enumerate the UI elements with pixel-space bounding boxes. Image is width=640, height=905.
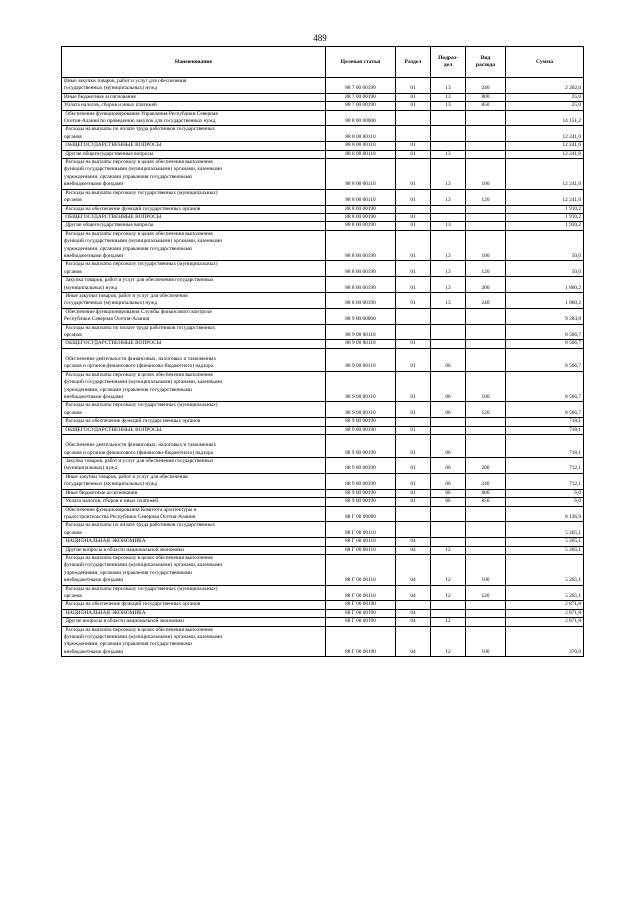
header-subsection: Подраз- дел (431, 47, 466, 78)
cell-expense-type: 120 (466, 261, 506, 277)
cell-code: 88 8 00 00110 (326, 126, 396, 142)
cell-expense-type (466, 126, 506, 142)
cell-sum: 5 265,1 (506, 522, 584, 538)
cell-expense-type (466, 348, 506, 371)
cell-sum: 14 151,2 (506, 110, 584, 126)
cell-subsection: 13 (431, 292, 466, 308)
cell-subsection: 12 (431, 618, 466, 626)
cell-expense-type: 240 (466, 473, 506, 489)
cell-section: 04 (396, 618, 431, 626)
cell-sum: 2 871,8 (506, 601, 584, 609)
cell-code: 88 7 00 00190 (326, 102, 396, 110)
cell-sum: 9 284,8 (506, 308, 584, 324)
cell-code: 88 8 00 00190 (326, 230, 396, 261)
cell-expense-type (466, 142, 506, 150)
header-code: Целевая статья (326, 47, 396, 78)
cell-name: Расходы на выплаты по оплате труда работников государственных органов (62, 324, 326, 340)
table-row (62, 601, 584, 609)
cell-sum: 25,0 (506, 93, 584, 101)
cell-subsection (431, 426, 466, 434)
table-row (62, 340, 584, 348)
cell-sum: 712,1 (506, 458, 584, 474)
cell-sum: 5 265,1 (506, 585, 584, 601)
table-row (62, 205, 584, 213)
cell-expense-type: 800 (466, 489, 506, 497)
cell-expense-type (466, 506, 506, 522)
cell-sum: 8 566,7 (506, 402, 584, 418)
cell-section: 01 (396, 402, 431, 418)
cell-sum: 5 265,1 (506, 554, 584, 585)
cell-section: 01 (396, 371, 431, 402)
cell-name: ОБЩЕГОСУДАРСТВЕННЫЕ ВОПРОСЫ (62, 213, 326, 221)
cell-subsection (431, 110, 466, 126)
cell-sum: 1 910,2 (506, 213, 584, 221)
cell-subsection: 13 (431, 102, 466, 110)
cell-name: Расходы на выплаты по оплате труда работников государственных органов (62, 126, 326, 142)
cell-subsection (431, 324, 466, 340)
cell-name: Расходы на выплаты персоналу государственных (муниципальных) органов (62, 261, 326, 277)
cell-name: ОБЩЕГОСУДАРСТВЕННЫЕ ВОПРОСЫ (62, 142, 326, 150)
cell-name: Обеспечение деятельности финансовых, налоговых и таможенных органов и органов финансового (финансово-бюджетного) надзора (62, 348, 326, 371)
cell-sum: 12 241,0 (506, 189, 584, 205)
cell-section: 01 (396, 498, 431, 506)
cell-subsection (431, 126, 466, 142)
cell-name: Расходы на выплаты по оплате труда работников государственных органов (62, 522, 326, 538)
cell-name: Расходы на обеспечение функций государственных органов (62, 601, 326, 609)
cell-sum: 1 860,2 (506, 292, 584, 308)
cell-subsection: 12 (431, 554, 466, 585)
cell-section: 01 (396, 261, 431, 277)
cell-subsection: 06 (431, 435, 466, 458)
cell-subsection: 06 (431, 371, 466, 402)
cell-sum: 6,0 (506, 489, 584, 497)
cell-section: 04 (396, 538, 431, 546)
cell-code: 88 Г 00 00190 (326, 618, 396, 626)
cell-sum: 2 202,0 (506, 78, 584, 94)
cell-sum: 5 265,1 (506, 538, 584, 546)
cell-code: 88 7 00 00190 (326, 93, 396, 101)
header-sum: Сумма (506, 47, 584, 78)
cell-section: 01 (396, 102, 431, 110)
cell-section: 01 (396, 435, 431, 458)
cell-name: Расходы на выплаты персоналу в целях обеспечения выполнения функций государственными (муниципальными) органами, казенными учреждениями, органами управления государственными внебюджетными фондами (62, 626, 326, 657)
cell-code: 88 9 00 00190 (326, 426, 396, 434)
table-row (62, 261, 584, 277)
table-row (62, 102, 584, 110)
cell-sum: 50,0 (506, 230, 584, 261)
cell-subsection (431, 601, 466, 609)
cell-code: 88 8 00 00190 (326, 205, 396, 213)
cell-expense-type (466, 538, 506, 546)
cell-subsection (431, 308, 466, 324)
header-expense-type: Вид расхода (466, 47, 506, 78)
cell-code: 88 9 00 00110 (326, 340, 396, 348)
cell-name: Расходы на выплаты персоналу в целях обеспечения выполнения функций государственными (муниципальными) органами, казенными учреждениями, органами управления государственными внебюджетными фондами (62, 554, 326, 585)
cell-code: 88 Г 00 00110 (326, 522, 396, 538)
table-row (62, 498, 584, 506)
cell-section (396, 418, 431, 426)
cell-subsection (431, 340, 466, 348)
cell-subsection (431, 522, 466, 538)
cell-sum: 8 136,9 (506, 506, 584, 522)
cell-subsection: 12 (431, 626, 466, 657)
table-row (62, 277, 584, 293)
table-row (62, 618, 584, 626)
cell-code: 88 9 00 00110 (326, 348, 396, 371)
cell-name: Иные закупки товаров, работ и услуг для обеспечения государственных (муниципальных) нужд (62, 473, 326, 489)
cell-name: Расходы на выплаты персоналу в целях обеспечения выполнения функций государственными (муниципальными) органами, казенными учреждениями, органами управления государственными внебюджетными фондами (62, 159, 326, 190)
cell-code: 88 9 00 00110 (326, 324, 396, 340)
cell-code: 88 8 00 00190 (326, 213, 396, 221)
cell-sum: 2 871,8 (506, 609, 584, 617)
cell-name: Обеспечение функционирования Службы финансового контроля Республики Северная Осетия-Алания (62, 308, 326, 324)
cell-expense-type (466, 618, 506, 626)
cell-name: Иные закупки товаров, работ и услуг для обеспечения государственных (муниципальных) нужд (62, 78, 326, 94)
cell-expense-type (466, 546, 506, 554)
cell-expense-type (466, 426, 506, 434)
cell-section (396, 522, 431, 538)
cell-code: 88 Г 00 00000 (326, 506, 396, 522)
cell-subsection: 13 (431, 93, 466, 101)
cell-expense-type: 100 (466, 371, 506, 402)
cell-code: 88 8 00 00190 (326, 292, 396, 308)
cell-subsection (431, 609, 466, 617)
cell-expense-type: 240 (466, 78, 506, 94)
table-row (62, 473, 584, 489)
table-row (62, 489, 584, 497)
cell-name: Другие вопросы в области национальной экономики (62, 618, 326, 626)
cell-expense-type (466, 601, 506, 609)
cell-subsection: 13 (431, 78, 466, 94)
table-row (62, 506, 584, 522)
table-row (62, 522, 584, 538)
table-row (62, 324, 584, 340)
table-row (62, 230, 584, 261)
cell-section: 01 (396, 230, 431, 261)
cell-subsection: 13 (431, 261, 466, 277)
cell-name: НАЦИОНАЛЬНАЯ ЭКОНОМИКА (62, 538, 326, 546)
cell-subsection (431, 506, 466, 522)
cell-name: Другие общегосударственные вопросы (62, 222, 326, 230)
cell-section (396, 601, 431, 609)
cell-name: Обеспечение функционирования Управления Республики Северная Осетия-Алания по проведению закупок для государственных нужд (62, 110, 326, 126)
cell-sum: 1 860,2 (506, 277, 584, 293)
table-header-row (62, 47, 584, 78)
cell-code: 88 9 00 00190 (326, 458, 396, 474)
cell-code: 88 9 00 00190 (326, 498, 396, 506)
cell-expense-type (466, 110, 506, 126)
cell-sum: 718,1 (506, 435, 584, 458)
table-row (62, 222, 584, 230)
cell-section: 01 (396, 348, 431, 371)
cell-expense-type (466, 150, 506, 158)
cell-section: 04 (396, 626, 431, 657)
cell-code: 88 8 00 00110 (326, 159, 396, 190)
table-row (62, 554, 584, 585)
cell-section: 04 (396, 554, 431, 585)
cell-section (396, 324, 431, 340)
cell-sum: 12 241,0 (506, 142, 584, 150)
table-row (62, 348, 584, 371)
cell-section (396, 110, 431, 126)
cell-subsection: 13 (431, 222, 466, 230)
cell-expense-type (466, 324, 506, 340)
table-row (62, 418, 584, 426)
cell-expense-type (466, 340, 506, 348)
cell-section (396, 126, 431, 142)
cell-sum: 1 910,2 (506, 205, 584, 213)
cell-section: 01 (396, 292, 431, 308)
cell-code: 88 Г 00 00190 (326, 626, 396, 657)
table-row (62, 213, 584, 221)
cell-subsection: 13 (431, 150, 466, 158)
cell-code: 88 8 00 00110 (326, 189, 396, 205)
cell-section: 01 (396, 222, 431, 230)
table-row (62, 458, 584, 474)
cell-section: 01 (396, 213, 431, 221)
cell-code: 88 8 00 00190 (326, 222, 396, 230)
cell-sum: 718,1 (506, 426, 584, 434)
cell-name: ОБЩЕГОСУДАРСТВЕННЫЕ ВОПРОСЫ (62, 426, 326, 434)
cell-code: 88 9 00 00110 (326, 371, 396, 402)
cell-name: Расходы на обеспечение функций государственных органов (62, 205, 326, 213)
cell-sum: 2 871,8 (506, 618, 584, 626)
cell-section: 04 (396, 585, 431, 601)
cell-expense-type: 120 (466, 402, 506, 418)
cell-name: Расходы на выплаты персоналу государственных (муниципальных) органов (62, 402, 326, 418)
cell-code: 88 8 00 00110 (326, 150, 396, 158)
cell-section: 01 (396, 473, 431, 489)
cell-code: 88 8 00 00110 (326, 142, 396, 150)
cell-sum: 12 241,0 (506, 159, 584, 190)
cell-subsection (431, 418, 466, 426)
table-row (62, 78, 584, 94)
cell-name: Закупка товаров, работ и услуг для обеспечения государственных (муниципальных) нужд (62, 277, 326, 293)
header-name: Наименование (62, 47, 326, 78)
cell-section: 01 (396, 189, 431, 205)
table-row (62, 150, 584, 158)
cell-section: 01 (396, 93, 431, 101)
page-number: 489 (313, 33, 327, 43)
cell-section: 04 (396, 546, 431, 554)
cell-name: Иные закупки товаров, работ и услуг для обеспечения государственных (муниципальных) нужд (62, 292, 326, 308)
cell-code: 88 8 00 00000 (326, 110, 396, 126)
cell-sum: 1 910,2 (506, 222, 584, 230)
cell-subsection: 13 (431, 159, 466, 190)
cell-section: 01 (396, 489, 431, 497)
cell-code: 88 Г 00 00110 (326, 538, 396, 546)
cell-expense-type: 240 (466, 292, 506, 308)
cell-code: 88 9 00 00190 (326, 489, 396, 497)
cell-subsection: 13 (431, 230, 466, 261)
cell-name: ОБЩЕГОСУДАРСТВЕННЫЕ ВОПРОСЫ (62, 340, 326, 348)
cell-sum: 8 566,7 (506, 371, 584, 402)
cell-expense-type: 100 (466, 626, 506, 657)
cell-expense-type: 100 (466, 230, 506, 261)
cell-sum: 370,0 (506, 626, 584, 657)
cell-section: 01 (396, 340, 431, 348)
cell-section: 01 (396, 78, 431, 94)
cell-name: Иные бюджетные ассигнования (62, 489, 326, 497)
cell-section: 04 (396, 609, 431, 617)
cell-expense-type: 200 (466, 277, 506, 293)
cell-section (396, 205, 431, 213)
cell-sum: 5 265,1 (506, 546, 584, 554)
cell-expense-type (466, 205, 506, 213)
cell-subsection: 13 (431, 189, 466, 205)
table-row (62, 626, 584, 657)
cell-code: 88 9 00 00110 (326, 402, 396, 418)
table-row (62, 142, 584, 150)
cell-expense-type: 120 (466, 189, 506, 205)
cell-subsection: 13 (431, 277, 466, 293)
cell-sum: 12 241,0 (506, 150, 584, 158)
cell-section: 01 (396, 142, 431, 150)
cell-name: Расходы на выплаты персоналу в целях обеспечения выполнения функций государственными (муниципальными) органами, казенными учреждениями, органами управления государственными внебюджетными фондами (62, 371, 326, 402)
cell-subsection: 06 (431, 498, 466, 506)
table-row (62, 435, 584, 458)
cell-code: 88 Г 00 00190 (326, 609, 396, 617)
table-row (62, 126, 584, 142)
cell-subsection (431, 213, 466, 221)
cell-section: 01 (396, 426, 431, 434)
cell-section (396, 506, 431, 522)
cell-code: 88 7 00 00190 (326, 78, 396, 94)
table-row (62, 93, 584, 101)
table-row (62, 538, 584, 546)
budget-table (61, 46, 584, 657)
header-section: Раздел (396, 47, 431, 78)
table-row (62, 402, 584, 418)
cell-expense-type: 100 (466, 554, 506, 585)
cell-name: Расходы на выплаты персоналу государственных (муниципальных) органов (62, 189, 326, 205)
cell-section: 01 (396, 150, 431, 158)
cell-expense-type: 200 (466, 458, 506, 474)
cell-name: Другие общегосударственные вопросы (62, 150, 326, 158)
cell-expense-type (466, 435, 506, 458)
table-row (62, 426, 584, 434)
cell-expense-type (466, 609, 506, 617)
cell-subsection: 06 (431, 402, 466, 418)
cell-subsection (431, 205, 466, 213)
cell-section (396, 308, 431, 324)
table-row (62, 609, 584, 617)
table-row (62, 546, 584, 554)
cell-sum: 25,0 (506, 102, 584, 110)
cell-subsection (431, 142, 466, 150)
cell-section: 01 (396, 159, 431, 190)
cell-sum: 8 566,7 (506, 324, 584, 340)
cell-expense-type (466, 522, 506, 538)
cell-name: Расходы на обеспечение функций государственных органов (62, 418, 326, 426)
cell-sum: 718,1 (506, 418, 584, 426)
cell-name: Иные бюджетные ассигнования (62, 93, 326, 101)
cell-subsection: 06 (431, 489, 466, 497)
cell-section: 01 (396, 277, 431, 293)
table-row (62, 308, 584, 324)
cell-name: Обеспечение деятельности финансовых, налоговых и таможенных органов и органов финансового (финансово-бюджетного) надзора (62, 435, 326, 458)
cell-code: 88 8 00 00190 (326, 277, 396, 293)
cell-code: 88 9 00 00190 (326, 435, 396, 458)
cell-sum: 12 241,0 (506, 126, 584, 142)
table-row (62, 585, 584, 601)
cell-expense-type: 850 (466, 498, 506, 506)
cell-code: 88 9 00 00190 (326, 473, 396, 489)
cell-expense-type: 800 (466, 93, 506, 101)
cell-sum: 8 566,7 (506, 340, 584, 348)
cell-subsection: 06 (431, 458, 466, 474)
cell-code: 88 8 00 00190 (326, 261, 396, 277)
cell-section: 01 (396, 458, 431, 474)
table-row (62, 110, 584, 126)
cell-sum: 8 566,7 (506, 348, 584, 371)
cell-name: Уплата налогов, сборов и иных платежей (62, 102, 326, 110)
cell-expense-type (466, 308, 506, 324)
cell-subsection (431, 538, 466, 546)
table-row (62, 159, 584, 190)
cell-expense-type: 850 (466, 102, 506, 110)
cell-subsection: 06 (431, 348, 466, 371)
cell-name: Другие вопросы в области национальной экономики (62, 546, 326, 554)
cell-name: Расходы на выплаты персоналу государственных (муниципальных) органов (62, 585, 326, 601)
cell-name: НАЦИОНАЛЬНАЯ ЭКОНОМИКА (62, 609, 326, 617)
cell-sum: 50,0 (506, 261, 584, 277)
cell-code: 88 Г 00 00110 (326, 546, 396, 554)
cell-subsection: 12 (431, 546, 466, 554)
cell-code: 88 Г 00 00110 (326, 554, 396, 585)
cell-expense-type (466, 222, 506, 230)
cell-expense-type: 120 (466, 585, 506, 601)
cell-subsection: 12 (431, 585, 466, 601)
cell-subsection: 06 (431, 473, 466, 489)
cell-expense-type (466, 213, 506, 221)
cell-name: Расходы на выплаты персоналу в целях обеспечения выполнения функций государственными (муниципальными) органами, казенными учреждениями, органами управления государственными внебюджетными фондами (62, 230, 326, 261)
table-row (62, 371, 584, 402)
cell-expense-type: 100 (466, 159, 506, 190)
cell-code: 88 Г 00 00110 (326, 585, 396, 601)
cell-name: Обеспечение функционирования Комитета архитектуры и градостроительства Республики Северная Осетия-Алания (62, 506, 326, 522)
cell-name: Уплата налогов, сборов и иных платежей (62, 498, 326, 506)
cell-name: Закупка товаров, работ и услуг для обеспечения государственных (муниципальных) нужд (62, 458, 326, 474)
table-row (62, 189, 584, 205)
cell-code: 88 9 00 00000 (326, 308, 396, 324)
cell-sum: 712,1 (506, 473, 584, 489)
cell-expense-type (466, 418, 506, 426)
cell-code: 88 9 00 00190 (326, 418, 396, 426)
cell-sum: 6,0 (506, 498, 584, 506)
table-row (62, 292, 584, 308)
cell-code: 88 Г 00 00190 (326, 601, 396, 609)
